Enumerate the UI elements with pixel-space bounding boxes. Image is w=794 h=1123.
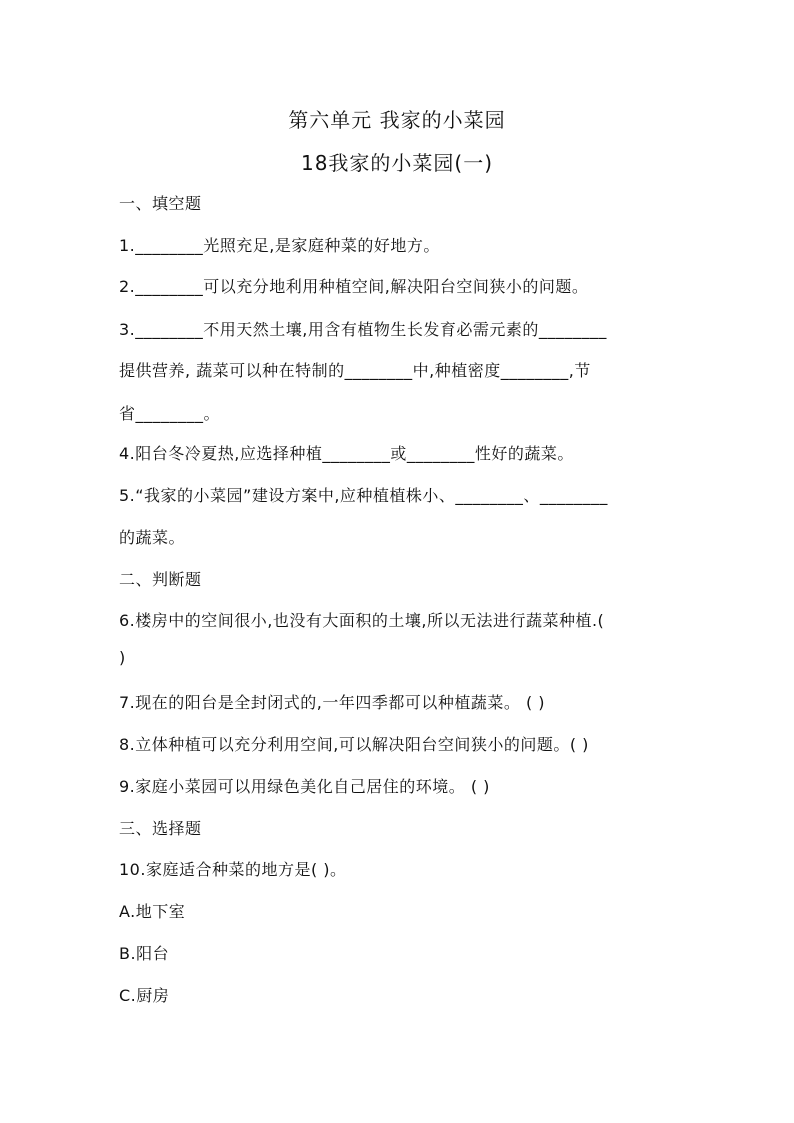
- section-multiple-choice-heading: 三、选择题: [119, 819, 202, 838]
- question-6-line-2: ): [119, 648, 126, 667]
- question-10-option-b: B.阳台: [119, 944, 170, 963]
- question-3-line-1: 3.________不用天然土壤,用含有植物生长发育必需元素的________: [119, 320, 607, 339]
- question-3-line-2: 提供营养, 蔬菜可以种在特制的________中,种植密度________,节: [119, 361, 591, 380]
- lesson-title: 18我家的小菜园(一): [300, 151, 494, 175]
- question-5-line-1: 5.“我家的小菜园”建设方案中,应种植植株小、________、________: [119, 486, 608, 505]
- question-1: 1.________光照充足,是家庭种菜的好地方。: [119, 236, 440, 255]
- question-7: 7.现在的阳台是全封闭式的,一年四季都可以种植蔬菜。 ( ): [119, 693, 546, 712]
- question-2: 2.________可以充分地利用种植空间,解决阳台空间狭小的问题。: [119, 277, 589, 296]
- question-6-line-1: 6.楼房中的空间很小,也没有大面积的土壤,所以无法进行蔬菜种植.(: [119, 611, 605, 630]
- question-3-line-3: 省________。: [119, 404, 221, 423]
- question-10-option-c: C.厨房: [119, 986, 170, 1005]
- question-9: 9.家庭小菜园可以用绿色美化自己居住的环境。 ( ): [119, 777, 490, 796]
- question-10-option-a: A.地下室: [119, 902, 186, 921]
- section-fill-blank-heading: 一、填空题: [119, 194, 202, 213]
- question-4: 4.阳台冬冷夏热,应选择种植________或________性好的蔬菜。: [119, 444, 574, 463]
- section-true-false-heading: 二、判断题: [119, 570, 202, 589]
- question-10-stem: 10.家庭适合种菜的地方是( )。: [119, 860, 347, 879]
- question-5-line-2: 的蔬菜。: [119, 528, 186, 547]
- question-8: 8.立体种植可以充分利用空间,可以解决阳台空间狭小的问题。( ): [119, 735, 589, 754]
- unit-title: 第六单元 我家的小菜园: [288, 108, 506, 132]
